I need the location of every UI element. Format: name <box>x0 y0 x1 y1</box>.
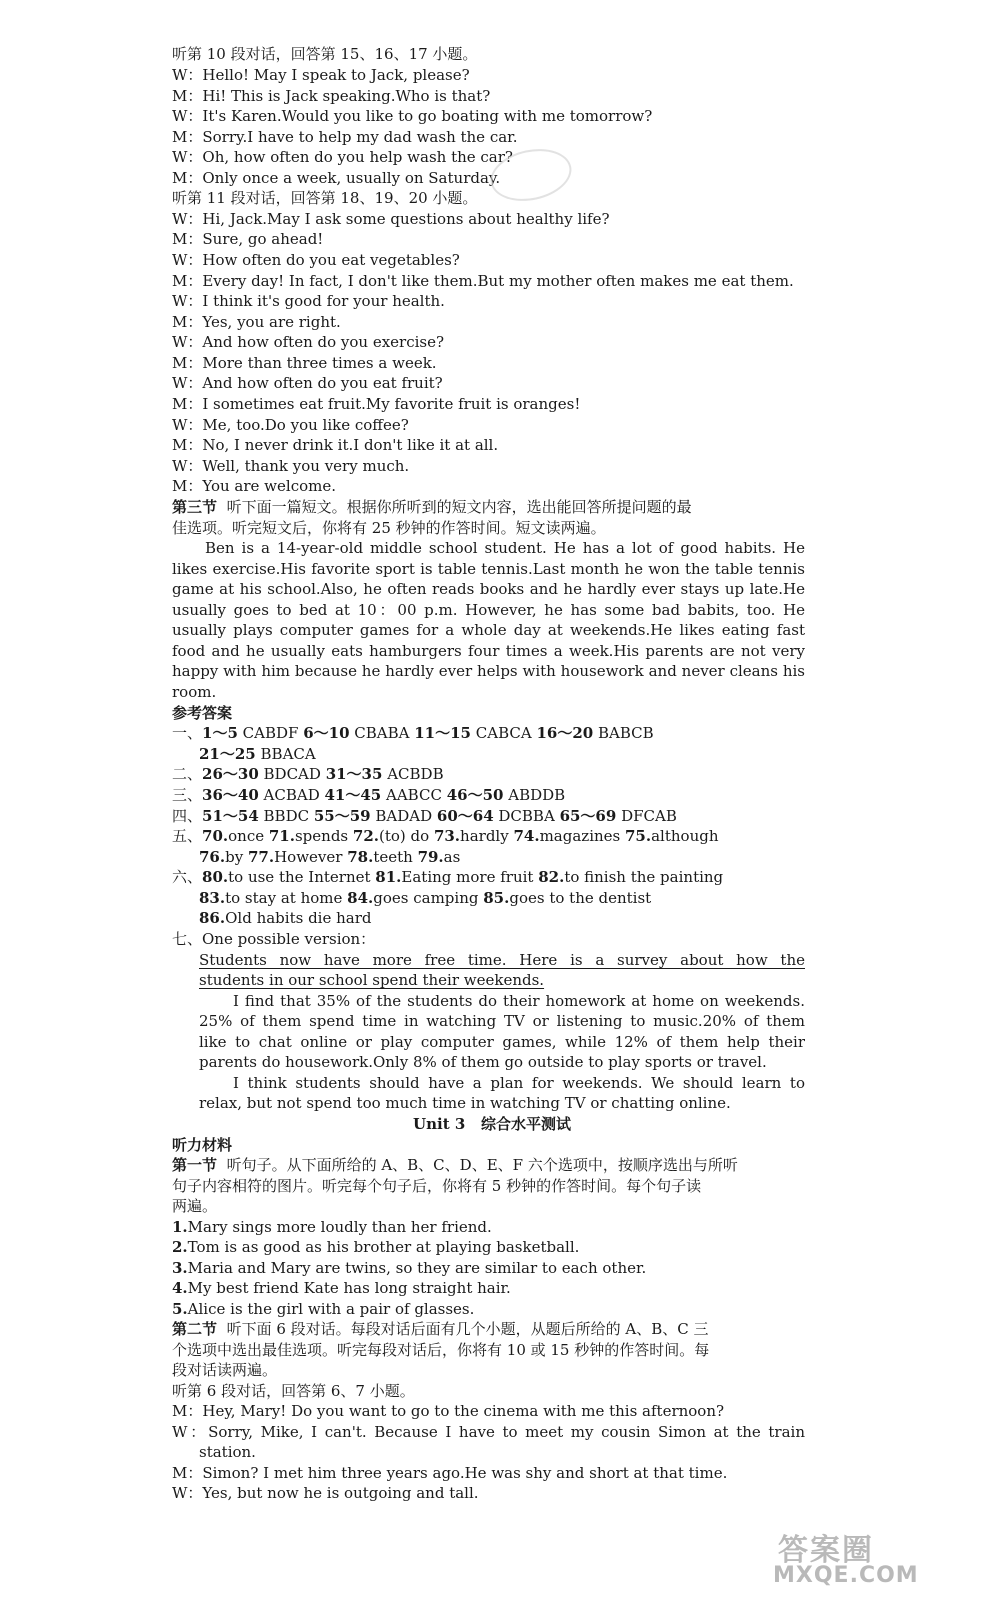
unit-3-heading <box>172 1114 812 1134</box>
answer-range: 36～40 <box>202 786 259 804</box>
dialogue-line: M：I sometimes eat fruit.My favorite fruit is oranges! <box>172 395 581 413</box>
answer-row <box>199 888 839 908</box>
answer-number: 80. <box>202 868 229 886</box>
answer-number: 74. <box>513 827 540 845</box>
answer-value: by <box>225 848 248 866</box>
answer-value: AABCC <box>381 786 447 804</box>
answer-part-label: 一、 <box>172 724 203 742</box>
sentence-text: Alice is the girl with a pair of glasses. <box>187 1300 475 1318</box>
answer-value: magazines <box>539 827 625 845</box>
answer-value: BBDC <box>258 807 314 825</box>
essay-underlined-line: Students now have more free time. Here is a survey about how the <box>199 951 805 969</box>
dialogue-line: M：Hey, Mary! Do you want to go to the cinema with me this afternoon? <box>172 1402 725 1420</box>
answer-value: to use the Internet <box>228 868 376 886</box>
sentence-text: My best friend Kate has long straight hair. <box>187 1279 511 1297</box>
answer-value: (to) do <box>379 827 434 845</box>
dialogue-line: W：Well, thank you very much. <box>172 457 410 475</box>
section-2-instruction-cont: 个选项中选出最佳选项。听完每段对话后，你将有 10 或 15 秒钟的作答时间。每 <box>172 1341 710 1359</box>
section-1-label: 第一节 <box>172 1156 218 1174</box>
answer-part-label: 六、 <box>172 868 203 886</box>
answer-value: CBABA <box>349 724 415 742</box>
site-watermark <box>743 1525 973 1597</box>
passage-line: Ben is a 14-year-old middle school student. He has a lot of good habits. He <box>205 539 805 557</box>
dialogue-line: W：It's Karen.Would you like to go boating with me tomorrow? <box>172 107 653 125</box>
answer-row <box>199 908 839 928</box>
listening-sentence <box>172 1237 812 1257</box>
answer-value: BABCB <box>593 724 654 742</box>
dialogue-line: M：Yes, you are right. <box>172 313 341 331</box>
section-2-text: 听下面 6 段对话。每段对话后面有几个小题，从题后所给的 A、B、C 三 <box>226 1320 709 1338</box>
listening-sentence <box>172 1258 812 1278</box>
section-2-label: 第二节 <box>172 1320 218 1338</box>
answer-value: teeth <box>373 848 418 866</box>
answer-value: to finish the painting <box>564 868 724 886</box>
answer-value: although <box>651 827 719 845</box>
answer-value: to stay at home <box>225 889 348 907</box>
answer-value: DCBBA <box>493 807 560 825</box>
watermark-url-text: MXQE.COM <box>773 1563 919 1588</box>
answer-part-label: 四、 <box>172 807 203 825</box>
answer-number: 75. <box>625 827 652 845</box>
answer-range: 41～45 <box>324 786 382 804</box>
answer-value: CABDF <box>237 724 304 742</box>
answer-value: Old habits die hard <box>225 909 372 927</box>
passage-line: game at his school.Also, he often reads books and he hardly ever stays up late.He <box>172 580 805 598</box>
dialogue-line: W：Me, too.Do you like coffee? <box>172 416 409 434</box>
answer-number: 85. <box>483 889 510 907</box>
unit-3-title: Unit 3 <box>413 1115 466 1133</box>
answer-range: 6～10 <box>303 724 350 742</box>
answers-title: 参考答案 <box>172 704 233 722</box>
answer-value: ACBAD <box>258 786 325 804</box>
essay-line: like to chat online or play computer games, while 12% of them help their <box>199 1033 805 1051</box>
answer-row <box>172 764 812 784</box>
answer-range: 60～64 <box>436 807 494 825</box>
passage-line: room. <box>172 683 217 701</box>
essay-line: parents do housework.Only 8% of them go outside to play sports or travel. <box>199 1053 767 1071</box>
answer-range: 11～15 <box>414 724 471 742</box>
sentence-text: Maria and Mary are twins, so they are similar to each other. <box>187 1259 647 1277</box>
sentence-number: 4. <box>172 1279 188 1297</box>
answer-range: 65～69 <box>559 807 617 825</box>
answer-row <box>199 847 839 867</box>
answer-row <box>172 723 812 743</box>
answer-range: 51～54 <box>202 807 259 825</box>
dialogue-line: M：No, I never drink it.I don't like it at all. <box>172 436 499 454</box>
dialogue-line: station. <box>199 1443 256 1461</box>
answer-number: 79. <box>417 848 444 866</box>
answer-value: goes to the dentist <box>509 889 652 907</box>
answer-range: 16～20 <box>536 724 594 742</box>
dialogue-6-heading: 听第 6 段对话，回答第 6、7 小题。 <box>172 1382 415 1400</box>
answer-row <box>172 785 812 805</box>
unit-3-subtitle: 综合水平测试 <box>480 1115 571 1133</box>
answer-number: 77. <box>247 848 275 866</box>
section-3-instruction <box>172 497 812 517</box>
section-1-instruction-cont: 两遍。 <box>172 1197 218 1215</box>
section-3-label: 第三节 <box>172 498 218 516</box>
answer-value: CABCA <box>471 724 537 742</box>
essay-underlined-line: students in our school spend their weekends. <box>199 971 545 989</box>
essay-line: I find that 35% of the students do their homework at home on weekends. <box>233 992 805 1010</box>
section-2-instruction <box>172 1319 812 1339</box>
answer-range: 46～50 <box>446 786 504 804</box>
dialogue-line: W：Hi, Jack.May I ask some questions about healthy life? <box>172 210 610 228</box>
answer-number: 86. <box>199 909 226 927</box>
dialogue-line: W：Hello! May I speak to Jack, please? <box>172 66 470 84</box>
answer-value: Eating more fruit <box>401 868 539 886</box>
section-3-text: 听下面一篇短文。根据你所听到的短文内容，选出能回答所提问题的最 <box>226 498 692 516</box>
answer-row <box>199 744 839 764</box>
answer-range: 21～25 <box>199 745 256 763</box>
answer-part-label: 五、 <box>172 827 203 845</box>
answer-part-label: 三、 <box>172 786 203 804</box>
listening-sentence <box>172 1299 812 1319</box>
dialogue-line: W：Sorry, Mike, I can't. Because I have to meet my cousin Simon at the train <box>172 1423 805 1441</box>
answer-row <box>172 806 812 826</box>
dialogue-line: M：Hi! This is Jack speaking.Who is that? <box>172 87 491 105</box>
answer-row-7: 七、One possible version： <box>172 930 376 948</box>
section-1-instruction-cont: 句子内容相符的图片。听完每个句子后，你将有 5 秒钟的作答时间。每个句子读 <box>172 1177 702 1195</box>
passage-line: likes exercise.His favorite sport is table tennis.Last month he won the table tennis <box>172 560 805 578</box>
answer-value: BBACA <box>255 745 316 763</box>
answer-row <box>172 826 812 846</box>
dialogue-line: W：And how often do you eat fruit? <box>172 374 443 392</box>
answer-row <box>172 867 812 887</box>
section-1-instruction <box>172 1155 812 1175</box>
answer-number: 78. <box>347 848 374 866</box>
answer-number: 82. <box>538 868 565 886</box>
answer-number: 71. <box>268 827 295 845</box>
section-2-instruction-cont: 段对话读两遍。 <box>172 1361 278 1379</box>
sentence-number: 2. <box>172 1238 188 1256</box>
answer-value: ACBDB <box>382 765 444 783</box>
answer-value: However <box>274 848 348 866</box>
answer-range: 55～59 <box>313 807 371 825</box>
dialogue-line: W：Yes, but now he is outgoing and tall. <box>172 1484 479 1502</box>
dialogue-10-heading: 听第 10 段对话，回答第 15、16、17 小题。 <box>172 45 478 63</box>
essay-line: relax, but not spend too much time in watching TV or chatting online. <box>199 1094 731 1112</box>
dialogue-line: M：Simon? I met him three years ago.He was shy and short at that time. <box>172 1464 728 1482</box>
answer-value: goes camping <box>373 889 484 907</box>
passage-line: happy with him because he hardly ever helps with housework and never cleans his <box>172 662 805 680</box>
sentence-number: 3. <box>172 1259 188 1277</box>
dialogue-line: W：Oh, how often do you help wash the car? <box>172 148 513 166</box>
listening-title: 听力材料 <box>172 1136 233 1154</box>
answer-part-label: 二、 <box>172 765 203 783</box>
answer-value: as <box>443 848 461 866</box>
sentence-text: Tom is as good as his brother at playing basketball. <box>187 1238 580 1256</box>
dialogue-11-heading: 听第 11 段对话，回答第 18、19、20 小题。 <box>172 189 478 207</box>
dialogue-line: M：Only once a week, usually on Saturday. <box>172 169 501 187</box>
listening-sentence <box>172 1278 812 1298</box>
dialogue-line: W：I think it's good for your health. <box>172 292 445 310</box>
answer-range: 1～5 <box>202 724 238 742</box>
answer-value: ABDDB <box>503 786 566 804</box>
passage-line: usually goes to bed at 10：00 p.m. However, he has some bad babits, too. He <box>172 601 805 619</box>
sentence-text: Mary sings more loudly than her friend. <box>187 1218 492 1236</box>
answer-number: 83. <box>199 889 226 907</box>
answer-range: 31～35 <box>325 765 383 783</box>
sentence-number: 5. <box>172 1300 188 1318</box>
dialogue-line: M：More than three times a week. <box>172 354 437 372</box>
dialogue-line: M：You are welcome. <box>172 477 336 495</box>
answer-value: BDCAD <box>258 765 326 783</box>
answer-number: 73. <box>433 827 461 845</box>
passage-line: usually plays computer games for a whole day at weekends.He likes eating fast <box>172 621 805 639</box>
answer-number: 76. <box>199 848 226 866</box>
answer-value: hardly <box>460 827 514 845</box>
passage-line: food and he usually eats hamburgers four times a week.His parents are not very <box>172 642 805 660</box>
answer-number: 81. <box>375 868 402 886</box>
answer-value: spends <box>294 827 353 845</box>
answer-value: once <box>228 827 269 845</box>
answer-number: 84. <box>347 889 374 907</box>
answer-value: DFCAB <box>616 807 677 825</box>
dialogue-line: M：Sorry.I have to help my dad wash the car. <box>172 128 518 146</box>
answer-number: 70. <box>202 827 229 845</box>
essay-line: 25% of them spend time in watching TV or listening to music.20% of them <box>199 1012 805 1030</box>
dialogue-line: W：And how often do you exercise? <box>172 333 445 351</box>
dialogue-line: M：Every day! In fact, I don't like them.But my mother often makes me eat them. <box>172 272 794 290</box>
listening-sentence <box>172 1217 812 1237</box>
dialogue-line: W：How often do you eat vegetables? <box>172 251 460 269</box>
watermark-logo-text: 答案圈 <box>778 1533 874 1568</box>
essay-line: I think students should have a plan for weekends. We should learn to <box>233 1074 805 1092</box>
sentence-number: 1. <box>172 1218 188 1236</box>
section-3-instruction-cont: 佳选项。听完短文后，你将有 25 秒钟的作答时间。短文读两遍。 <box>172 519 606 537</box>
dialogue-line: M：Sure, go ahead! <box>172 230 324 248</box>
answer-value: BADAD <box>370 807 437 825</box>
section-1-text: 听句子。从下面所给的 A、B、C、D、E、F 六个选项中，按顺序选出与所听 <box>226 1156 738 1174</box>
answer-range: 26～30 <box>202 765 259 783</box>
answer-number: 72. <box>352 827 379 845</box>
